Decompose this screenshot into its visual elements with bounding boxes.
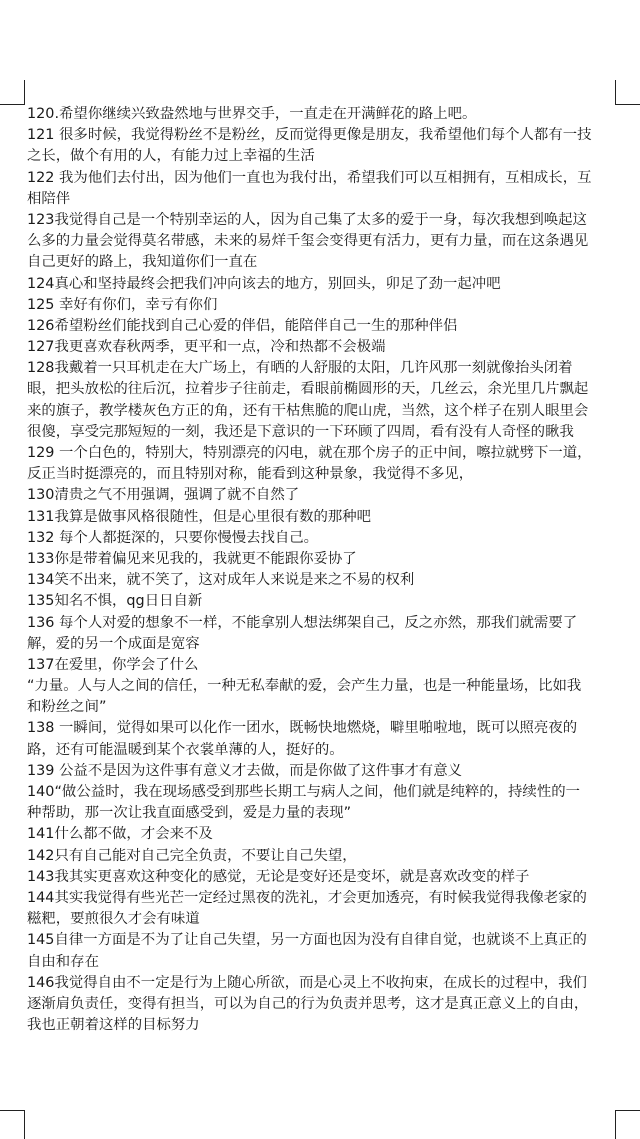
text-line: 127我更喜欢春秋两季，更平和一点，冷和热都不会极端 (27, 339, 386, 356)
text-line: 135知名不惧，qg日日自新 (27, 593, 203, 610)
text-line: 125 幸好有你们，幸亏有你们 (27, 296, 218, 313)
text-line: 138 一瞬间，觉得如果可以化作一团水，既畅快地燃烧，噼里啪啦地，既可以照亮夜的 (27, 720, 578, 737)
text-line: 126希望粉丝们能找到自己心爱的伴侣，能陪伴自己一生的那种伴侣 (27, 317, 458, 334)
text-line: 137在爱里，你学会了什么 (27, 656, 199, 673)
text-line: 132 每个人都挺深的，只要你慢慢去找自己。 (27, 529, 319, 546)
text-line: 140“做公益时，我在现场感受到那些长期工与病人之间，他们就是纯粹的，持续性的一 (27, 784, 580, 800)
crop-mark-bottom-right (615, 1110, 640, 1139)
text-line: 146我觉得自由不一定是行为上随心所欲，而是心灵上不收拘束，在成长的过程中，我们 (27, 974, 587, 991)
text-line: 和粉丝之间” (27, 699, 107, 716)
text-line: 133你是带着偏见来见我的，我就更不能跟你妥协了 (27, 550, 357, 567)
text-line: 相陪伴 (27, 190, 71, 207)
text-line: 129 一个白色的，特别大，特别漂亮的闪电，就在那个房子的正中间，嚓拉就劈下一道， (27, 445, 592, 461)
text-line: 种帮助，那一次让我直面感受到，爱是力量的表现” (27, 805, 352, 822)
text-line: 糍粑，要煎很久才会有味道 (27, 911, 200, 928)
text-line: “力量。人与人之间的信任，一种无私奉献的爱，会产生力量，也是一种能量场，比如我 (27, 678, 582, 695)
text-line: 144其实我觉得有些光芒一定经过黑夜的洗礼，才会更加透亮，有时候我觉得我像老家的 (27, 889, 587, 906)
text-line: 120.希望你继续兴致盎然地与世界交手，一直走在开满鲜花的路上吧。 (27, 106, 477, 122)
text-line: 121 很多时候，我觉得粉丝不是粉丝，反而觉得更像是朋友，我希望他们每个人都有一技 (27, 127, 592, 144)
crop-mark-top-left (0, 80, 25, 105)
text-line: 我也正朝着这样的目标努力 (27, 1017, 200, 1034)
text-line: 之长，做个有用的人，有能力过上幸福的生活 (27, 148, 315, 165)
text-line: 142只有自己能对自己完全负责，不要让自己失望， (27, 847, 357, 864)
crop-mark-bottom-left (0, 1110, 25, 1139)
text-line: 122 我为他们去付出，因为他们一直也为我付出，希望我们可以互相拥有，互相成长，互 (27, 169, 592, 186)
text-line: 131我算是做事风格很随性，但是心里很有数的那种吧 (27, 508, 372, 525)
text-line: 自由和存在 (27, 953, 99, 970)
text-line: 么多的力量会觉得莫名带感，未来的易烊千玺会变得更有活力，更有力量，而在这条遇见 (27, 233, 589, 250)
text-line: 反正当时挺漂亮的，而且特别对称，能看到这种景象，我觉得不多见， (27, 466, 474, 483)
crop-mark-top-right (615, 80, 640, 105)
text-line: 眼，把头放松的往后沉，拉着步子往前走，看眼前椭圆形的天，几丝云，余光里几片飘起 (27, 381, 589, 398)
text-line: 来的旗子，教学楼灰色方正的角，还有干枯焦脆的爬山虎，当然，这个样子在别人眼里会 (27, 402, 589, 419)
text-line: 130清贵之气不用强调，强调了就不自然了 (27, 487, 300, 504)
text-line: 解，爱的另一个成面是宽容 (27, 635, 200, 652)
text-line: 自己更好的路上，我知道你们一直在 (27, 254, 258, 271)
text-line: 139 公益不是因为这件事有意义才去做，而是你做了这件事才有意义 (27, 762, 462, 779)
text-line: 141什么都不做，才会来不及 (27, 826, 213, 843)
text-line: 逐渐肩负责任，变得有担当，可以为自己的行为负责并思考，这才是真正意义上的自由， (27, 995, 589, 1012)
text-line: 143我其实更喜欢这种变化的感觉，无论是变好还是变坏，就是喜欢改变的样子 (27, 868, 530, 885)
text-line: 路，还有可能温暖到某个衣裳单薄的人，挺好的。 (27, 741, 344, 758)
text-line: 145自律一方面是不为了让自己失望，另一方面也因为没有自律自觉，也就谈不上真正的 (27, 932, 587, 949)
text-line: 128我戴着一只耳机走在大广场上，有晒的人舒服的太阳，几许风那一刻就像抬头闭着 (27, 360, 573, 377)
text-line: 123我觉得自己是一个特别幸运的人，因为自己集了太多的爱于一身，每次我想到唤起这 (27, 211, 587, 228)
text-line: 136 每个人对爱的想象不一样，不能拿别人想法绑架自己，反之亦然，那我们就需要了 (27, 614, 578, 631)
text-line: 124真心和坚持最终会把我们冲向该去的地方，别回头，卯足了劲一起冲吧 (27, 275, 501, 292)
text-line: 134笑不出来，就不笑了，这对成年人来说是来之不易的权利 (27, 572, 415, 589)
document-body (27, 104, 617, 1036)
text-line: 很傻，享受完那短短的一刻，我还是下意识的一下环顾了四周，看有没有人奇怪的瞅我 (27, 423, 574, 440)
